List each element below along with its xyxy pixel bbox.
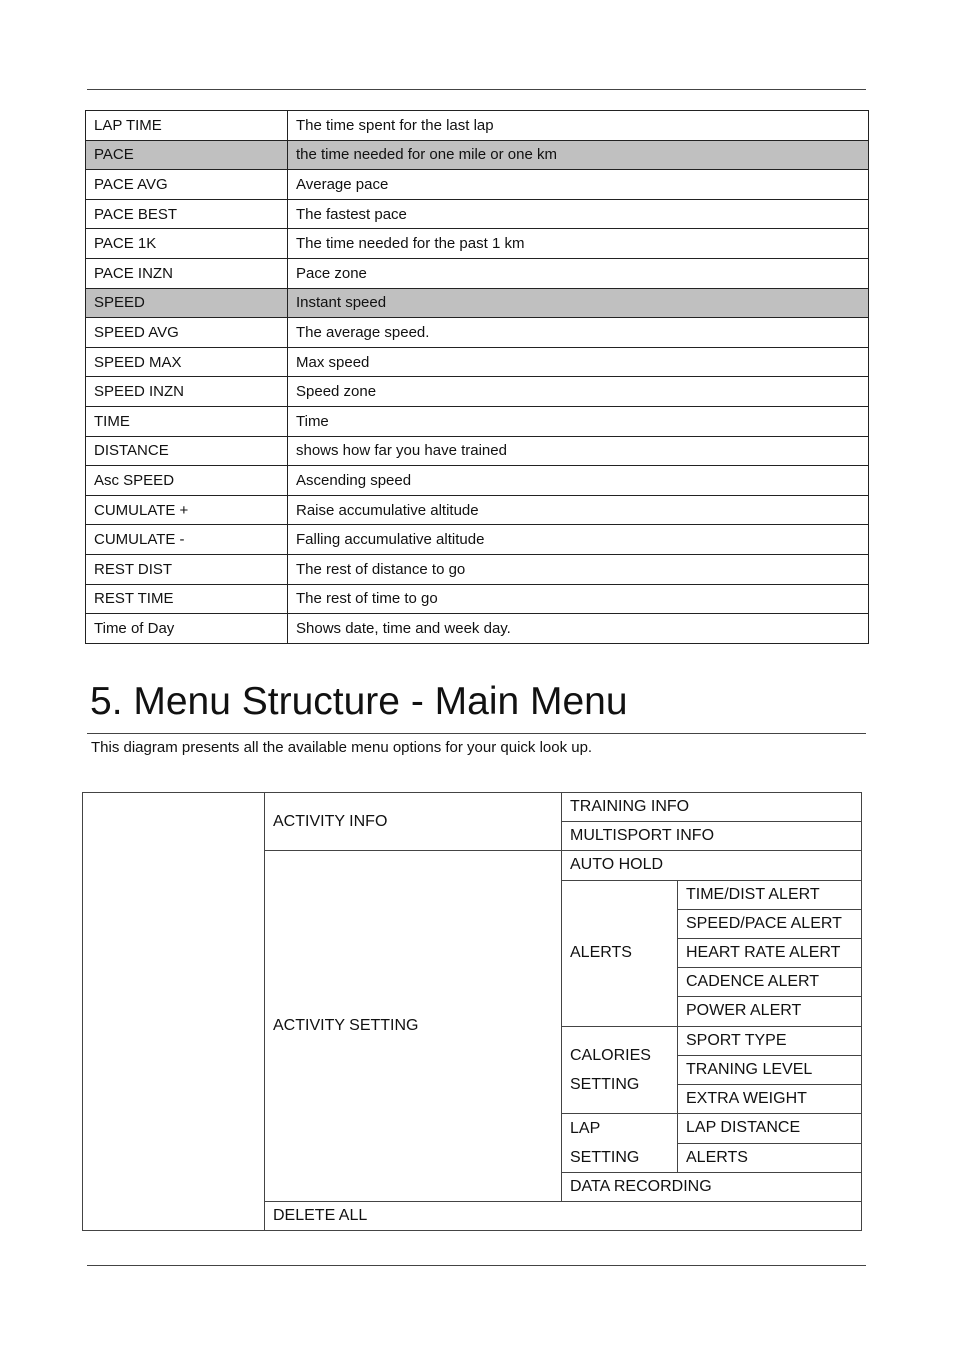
table-row <box>86 318 869 348</box>
field-name-cell: SPEED AVG <box>86 318 288 348</box>
field-description-cell: shows how far you have trained <box>288 436 869 466</box>
table-row <box>86 466 869 496</box>
menu-multisport-info: MULTISPORT INFO <box>562 822 862 851</box>
menu-calories-setting-line2: SETTING <box>570 1075 640 1093</box>
table-row <box>86 258 869 288</box>
menu-delete-all: DELETE ALL <box>265 1202 862 1231</box>
footer-rule <box>87 1265 866 1266</box>
field-name-cell: PACE BEST <box>86 199 288 229</box>
table-row <box>86 554 869 584</box>
field-description-cell: Instant speed <box>288 288 869 318</box>
menu-alerts: ALERTS <box>562 880 678 1026</box>
menu-heart-rate-alert: HEART RATE ALERT <box>678 938 862 967</box>
menu-traning-level: TRANING LEVEL <box>678 1055 862 1084</box>
field-name-cell: DISTANCE <box>86 436 288 466</box>
table-row <box>86 140 869 170</box>
field-name-cell: PACE <box>86 140 288 170</box>
field-description-cell: The rest of distance to go <box>288 554 869 584</box>
field-name-cell: PACE 1K <box>86 229 288 259</box>
data-field-table <box>85 110 869 644</box>
field-name-cell: CUMULATE + <box>86 495 288 525</box>
menu-calories-setting <box>562 1026 678 1114</box>
field-name-cell: SPEED INZN <box>86 377 288 407</box>
field-name-cell: PACE AVG <box>86 170 288 200</box>
title-rule <box>87 733 866 734</box>
menu-cadence-alert: CADENCE ALERT <box>678 968 862 997</box>
section-intro: This diagram presents all the available menu options for your quick look up. <box>91 739 593 756</box>
menu-auto-hold: AUTO HOLD <box>562 851 862 880</box>
field-name-cell: REST TIME <box>86 584 288 614</box>
table-row <box>86 288 869 318</box>
field-name-cell: LAP TIME <box>86 111 288 141</box>
section-title: 5. Menu Structure - Main Menu <box>90 680 628 723</box>
menu-lap-setting-line1: LAP <box>570 1120 601 1138</box>
field-description-cell: Shows date, time and week day. <box>288 614 869 644</box>
menu-speed-pace-alert: SPEED/PACE ALERT <box>678 909 862 938</box>
field-description-cell: Max speed <box>288 347 869 377</box>
menu-lap-setting <box>562 1114 678 1173</box>
field-name-cell: SPEED <box>86 288 288 318</box>
field-description-cell: The rest of time to go <box>288 584 869 614</box>
menu-power-alert: POWER ALERT <box>678 997 862 1026</box>
menu-sport-type: SPORT TYPE <box>678 1026 862 1055</box>
field-name-cell: CUMULATE - <box>86 525 288 555</box>
field-description-cell: The time needed for the past 1 km <box>288 229 869 259</box>
menu-activity-setting: ACTIVITY SETTING <box>265 851 562 1202</box>
menu-activity-info: ACTIVITY INFO <box>265 793 562 851</box>
table-row <box>86 229 869 259</box>
table-row <box>86 199 869 229</box>
field-description-cell: The fastest pace <box>288 199 869 229</box>
header-rule <box>87 89 866 90</box>
main-menu-root-cell <box>83 793 265 1231</box>
table-row <box>86 614 869 644</box>
field-name-cell: Time of Day <box>86 614 288 644</box>
menu-training-info: TRAINING INFO <box>562 793 862 822</box>
menu-data-recording: DATA RECORDING <box>562 1173 862 1202</box>
field-description-cell: Raise accumulative altitude <box>288 495 869 525</box>
field-description-cell: Pace zone <box>288 258 869 288</box>
table-row <box>86 170 869 200</box>
field-description-cell: Speed zone <box>288 377 869 407</box>
table-row <box>86 111 869 141</box>
table-row <box>86 495 869 525</box>
table-row <box>86 584 869 614</box>
menu-calories-setting-line1: CALORIES <box>570 1046 651 1064</box>
menu-extra-weight: EXTRA WEIGHT <box>678 1084 862 1113</box>
table-row <box>86 525 869 555</box>
field-name-cell: REST DIST <box>86 554 288 584</box>
field-description-cell: the time needed for one mile or one km <box>288 140 869 170</box>
table-row <box>86 436 869 466</box>
table-row <box>86 406 869 436</box>
menu-lap-setting-line2: SETTING <box>570 1149 640 1167</box>
field-name-cell: SPEED MAX <box>86 347 288 377</box>
field-name-cell: TIME <box>86 406 288 436</box>
table-row <box>86 347 869 377</box>
field-description-cell: Ascending speed <box>288 466 869 496</box>
table-row <box>86 377 869 407</box>
menu-structure-table <box>82 792 862 1231</box>
field-name-cell: Asc SPEED <box>86 466 288 496</box>
field-name-cell: PACE INZN <box>86 258 288 288</box>
field-description-cell: Falling accumulative altitude <box>288 525 869 555</box>
menu-lap-alerts: ALERTS <box>678 1143 862 1173</box>
field-description-cell: Average pace <box>288 170 869 200</box>
field-description-cell: Time <box>288 406 869 436</box>
field-description-cell: The time spent for the last lap <box>288 111 869 141</box>
field-description-cell: The average speed. <box>288 318 869 348</box>
menu-lap-distance: LAP DISTANCE <box>678 1114 862 1144</box>
menu-time-dist-alert: TIME/DIST ALERT <box>678 880 862 909</box>
